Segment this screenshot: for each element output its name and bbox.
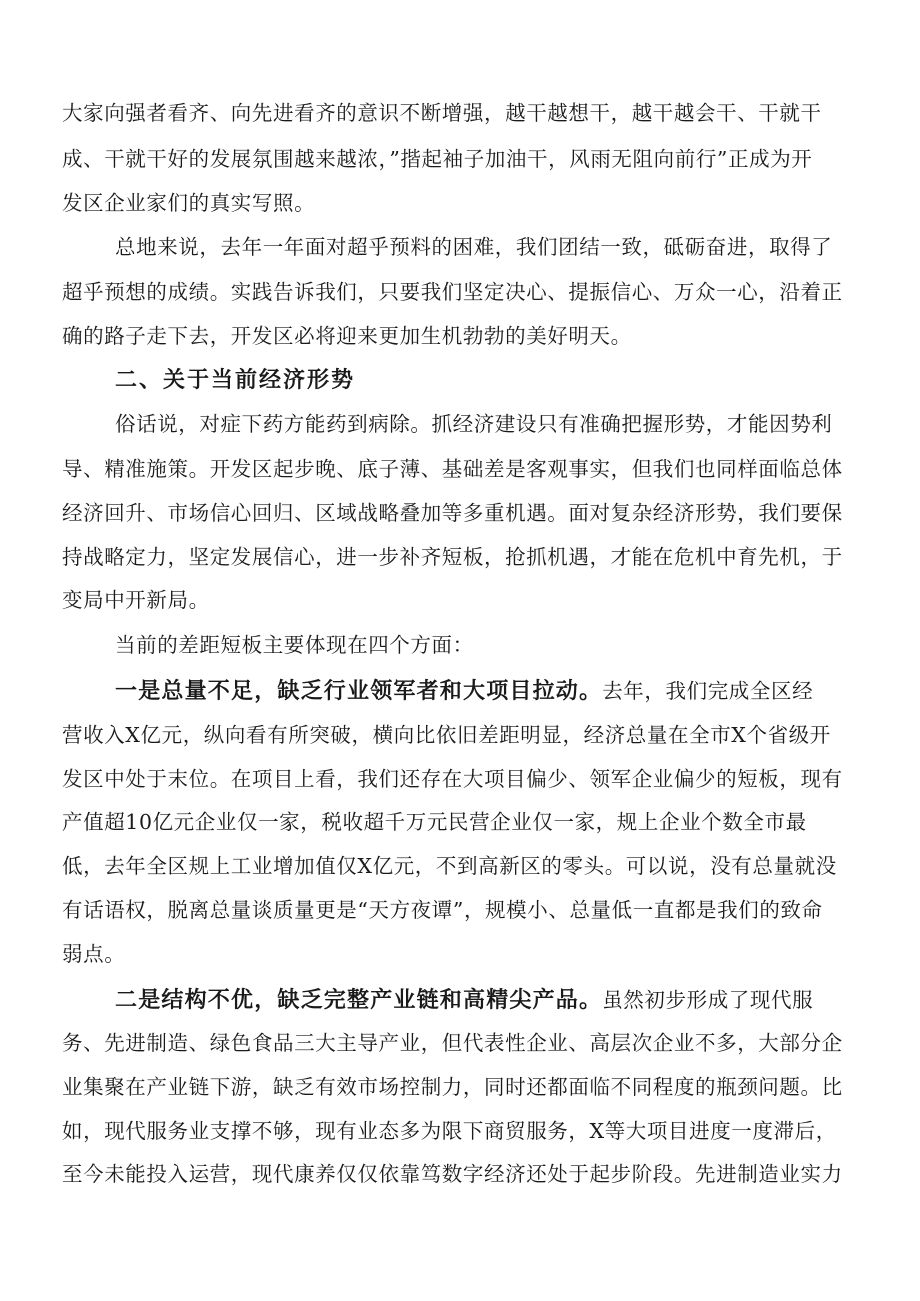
paragraph-2-line-1: 总地来说，去年一年面对超乎预料的困难，我们团结一致，砥砺奋进，取得了 bbox=[115, 235, 833, 259]
paragraph-6-line-4: 如，现代服务业支撑不够，现有业态多为限下商贸服务，X等大项目进度一度滞后， bbox=[62, 1119, 837, 1143]
paragraph-6-line-5: 至今未能投入运营，现代康养仅仅依靠笃数字经济还处于起步阶段。先进制造业实力 bbox=[62, 1162, 843, 1186]
paragraph-5-line-7: 弱点。 bbox=[62, 942, 126, 966]
paragraph-4: 当前的差距短板主要体现在四个方面： bbox=[115, 633, 474, 657]
paragraph-5-line-1 bbox=[115, 680, 813, 702]
paragraph-5-line-5: 低，去年全区规上工业增加值仅X亿元，不到高新区的零头。可以说，没有总量就没 bbox=[62, 854, 837, 878]
paragraph-3-line-2: 导、精准施策。开发区起步晚、底子薄、基础差是客观事实，但我们也同样面临总体 bbox=[62, 457, 843, 481]
paragraph-5-lead-tail: 去年，我们完成全区经 bbox=[602, 679, 814, 703]
paragraph-5-line-2: 营收入X亿元，纵向看有所突破，横向比依旧差距明显，经济总量在全市X个省级开 bbox=[62, 723, 831, 747]
paragraph-3-line-3: 经济回升、市场信心回归、区域战略叠加等多重机遇。面对复杂经济形势，我们要保 bbox=[62, 501, 843, 525]
paragraph-1-line-1: 大家向强者看齐、向先进看齐的意识不断增强，越干越想干，越干越会干、干就干 bbox=[62, 101, 822, 125]
paragraph-1-line-3: 发区企业家们的真实写照。 bbox=[62, 191, 316, 215]
paragraph-1-line-2: 成、干就干好的发展氛围越来越浓，”揩起袖子加油干，风雨无阻向前行”正成为开 bbox=[62, 147, 813, 171]
paragraph-2-line-3: 确的路子走下去，开发区必将迎来更加生机勃勃的美好明天。 bbox=[62, 324, 632, 348]
paragraph-3-line-4: 持战略定力，坚定发展信心，进一步补齐短板，抢抓机遇，才能在危机中育先机，于 bbox=[62, 545, 843, 569]
paragraph-5-line-6: 有话语权，脱离总量谈质量更是“天方夜谭”，规模小、总量低一直都是我们的致命 bbox=[62, 898, 823, 922]
paragraph-5-line-3: 发区中处于末位。在项目上看，我们还存在大项目偏少、领军企业偏少的短板，现有 bbox=[62, 767, 843, 791]
paragraph-6-line-1 bbox=[115, 989, 813, 1011]
paragraph-6-line-3: 业集聚在产业链下游，缺乏有效市场控制力，同时还都面临不同程度的瓶颈问题。比 bbox=[62, 1075, 843, 1099]
paragraph-6-line-2: 务、先进制造、绿色食品三大主导产业，但代表性企业、高层次企业不多，大部分企 bbox=[62, 1031, 843, 1055]
paragraph-2-line-2: 超乎预想的成绩。实践告诉我们，只要我们坚定决心、提振信心、万众一心，沿着正 bbox=[62, 280, 843, 304]
paragraph-5-line-4: 产值超10亿元企业仅一家，税收超千万元民营企业仅一家，规上企业个数全市最 bbox=[62, 810, 807, 834]
paragraph-5-lead: 一是总量不足，缺乏行业领军者和大项目拉动。 bbox=[115, 678, 603, 704]
paragraph-6-lead-tail: 虽然初步形成了现代服 bbox=[602, 988, 814, 1012]
paragraph-3-line-1: 俗话说，对症下药方能药到病除。抓经济建设只有准确把握形势，才能因势利 bbox=[115, 412, 833, 436]
paragraph-3-line-5: 变局中开新局。 bbox=[62, 588, 210, 612]
paragraph-6-lead: 二是结构不优，缺乏完整产业链和高精尖产品。 bbox=[115, 987, 603, 1013]
section-heading-2: 二、关于当前经济形势 bbox=[115, 367, 356, 393]
